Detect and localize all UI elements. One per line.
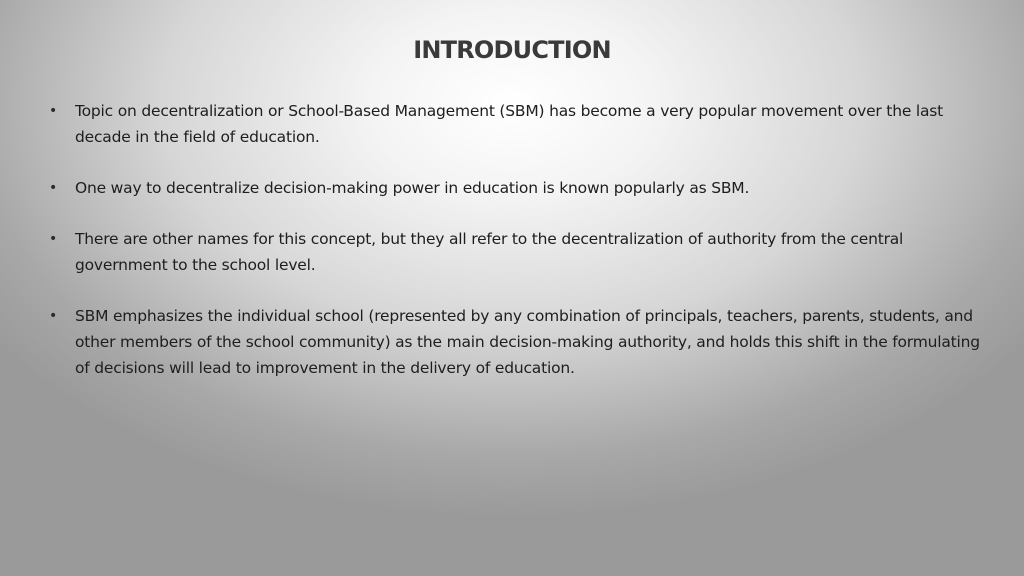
bullet-icon: • [49, 180, 58, 196]
bullet-icon: • [49, 103, 58, 119]
bullet-item [48, 226, 983, 278]
bullet-item [48, 303, 983, 381]
bullet-icon: • [49, 231, 58, 247]
slide-title: INTRODUCTION [413, 36, 611, 64]
bullet-text: Topic on decentralization or School-Based Management (SBM) has become a very popular movement over the last decade in the field of education. [75, 102, 944, 146]
bullet-text: SBM emphasizes the individual school (represented by any combination of principals, teachers, parents, students, and other members of the school community) as the main decision-making authority, and holds this shift in the formulating of decisions will lead to improvement in the delivery of education. [75, 307, 980, 377]
bullet-item [48, 98, 983, 150]
bullet-item [48, 175, 983, 201]
bullet-text: One way to decentralize decision-making power in education is known popularly as SBM. [75, 179, 750, 197]
bullet-list [48, 98, 983, 406]
bullet-text: There are other names for this concept, but they all refer to the decentralization of authority from the central government to the school level. [75, 230, 904, 274]
bullet-icon: • [49, 308, 58, 324]
